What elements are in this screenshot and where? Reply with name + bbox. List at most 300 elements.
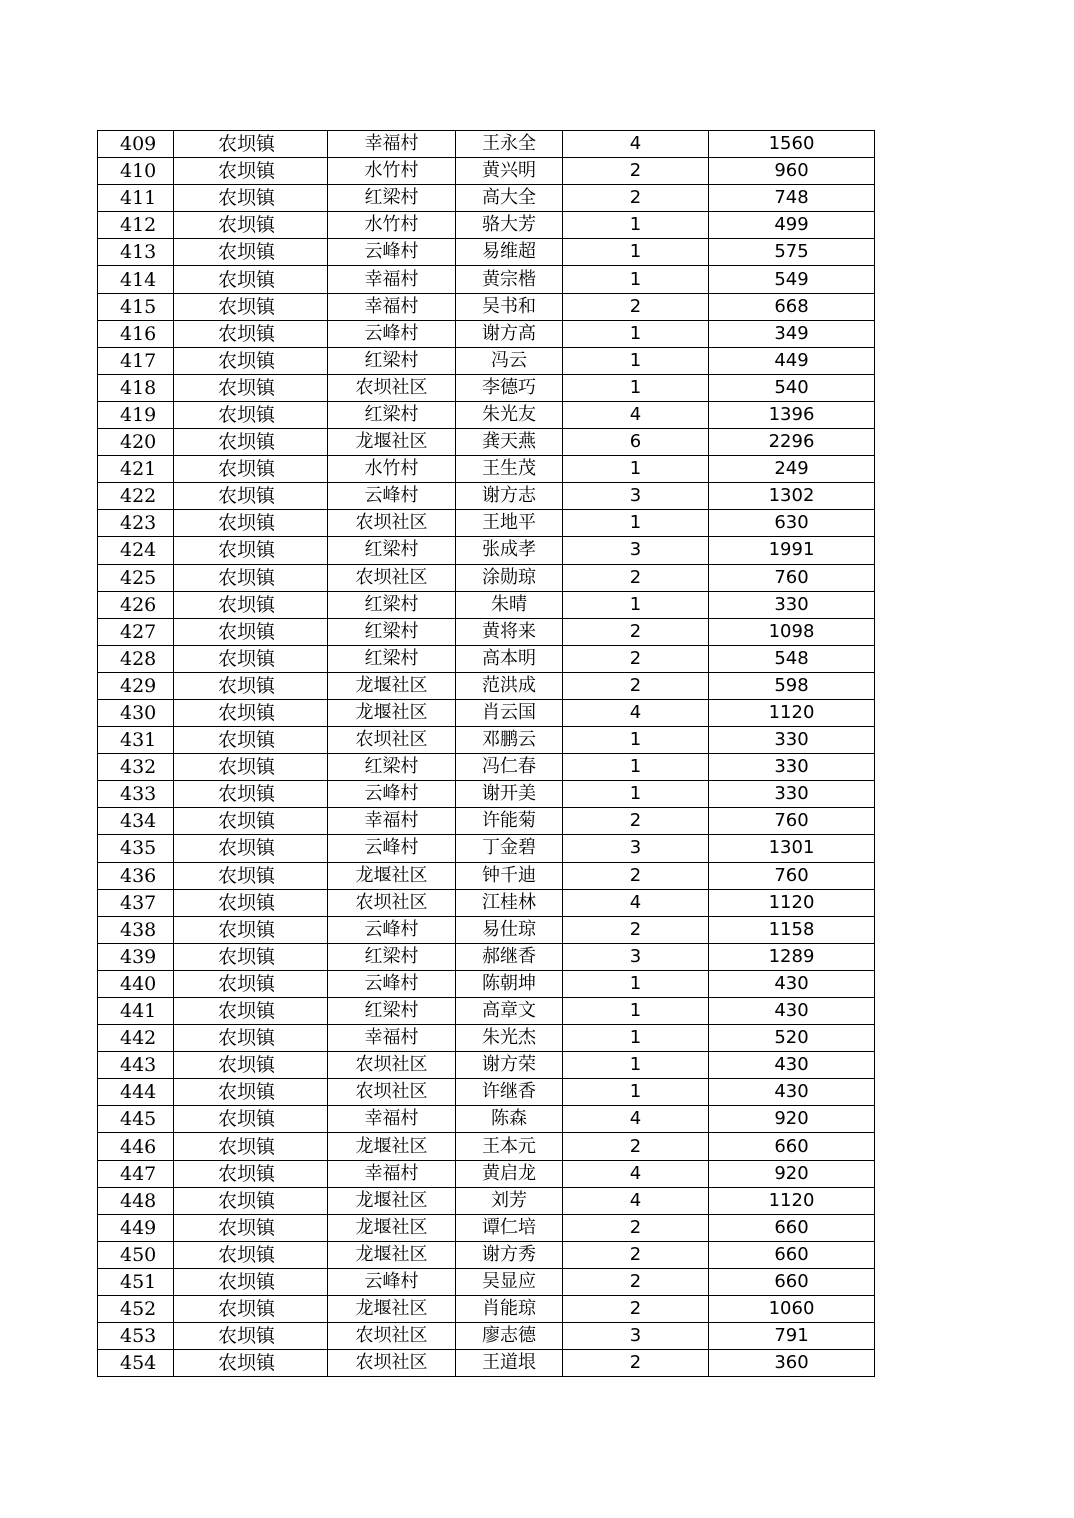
row-number-cell: 434 xyxy=(98,808,174,835)
town-cell: 农坝镇 xyxy=(174,672,328,699)
name-cell: 高章文 xyxy=(456,998,563,1025)
count-cell: 6 xyxy=(563,429,709,456)
row-number-cell: 441 xyxy=(98,998,174,1025)
town-cell: 农坝镇 xyxy=(174,185,328,212)
count-cell: 2 xyxy=(563,1350,709,1377)
village-cell: 幸福村 xyxy=(328,1025,456,1052)
row-number-cell: 449 xyxy=(98,1214,174,1241)
village-cell: 红梁村 xyxy=(328,401,456,428)
name-cell: 谢方高 xyxy=(456,320,563,347)
count-cell: 1 xyxy=(563,212,709,239)
count-cell: 1 xyxy=(563,374,709,401)
town-cell: 农坝镇 xyxy=(174,510,328,537)
village-cell: 云峰村 xyxy=(328,835,456,862)
count-cell: 2 xyxy=(563,293,709,320)
row-number-cell: 445 xyxy=(98,1106,174,1133)
town-cell: 农坝镇 xyxy=(174,131,328,158)
village-cell: 云峰村 xyxy=(328,239,456,266)
village-cell: 云峰村 xyxy=(328,970,456,997)
table-row xyxy=(98,754,875,781)
count-cell: 2 xyxy=(563,1241,709,1268)
town-cell: 农坝镇 xyxy=(174,998,328,1025)
count-cell: 4 xyxy=(563,699,709,726)
row-number-cell: 439 xyxy=(98,943,174,970)
row-number-cell: 426 xyxy=(98,591,174,618)
amount-cell: 920 xyxy=(709,1160,875,1187)
town-cell: 农坝镇 xyxy=(174,320,328,347)
name-cell: 肖能琼 xyxy=(456,1296,563,1323)
town-cell: 农坝镇 xyxy=(174,781,328,808)
table-row xyxy=(98,239,875,266)
count-cell: 1 xyxy=(563,347,709,374)
name-cell: 钟千迪 xyxy=(456,862,563,889)
name-cell: 易维超 xyxy=(456,239,563,266)
town-cell: 农坝镇 xyxy=(174,1079,328,1106)
town-cell: 农坝镇 xyxy=(174,645,328,672)
amount-cell: 575 xyxy=(709,239,875,266)
amount-cell: 548 xyxy=(709,645,875,672)
row-number-cell: 436 xyxy=(98,862,174,889)
town-cell: 农坝镇 xyxy=(174,347,328,374)
count-cell: 4 xyxy=(563,1160,709,1187)
town-cell: 农坝镇 xyxy=(174,483,328,510)
town-cell: 农坝镇 xyxy=(174,1025,328,1052)
name-cell: 王生茂 xyxy=(456,456,563,483)
name-cell: 肖云国 xyxy=(456,699,563,726)
count-cell: 2 xyxy=(563,916,709,943)
town-cell: 农坝镇 xyxy=(174,618,328,645)
amount-cell: 1301 xyxy=(709,835,875,862)
count-cell: 1 xyxy=(563,266,709,293)
name-cell: 高大全 xyxy=(456,185,563,212)
village-cell: 云峰村 xyxy=(328,781,456,808)
town-cell: 农坝镇 xyxy=(174,239,328,266)
count-cell: 2 xyxy=(563,158,709,185)
village-cell: 幸福村 xyxy=(328,131,456,158)
table-row xyxy=(98,781,875,808)
row-number-cell: 416 xyxy=(98,320,174,347)
amount-cell: 330 xyxy=(709,754,875,781)
village-cell: 红梁村 xyxy=(328,591,456,618)
town-cell: 农坝镇 xyxy=(174,754,328,781)
count-cell: 3 xyxy=(563,537,709,564)
table-row xyxy=(98,808,875,835)
row-number-cell: 423 xyxy=(98,510,174,537)
name-cell: 范洪成 xyxy=(456,672,563,699)
count-cell: 2 xyxy=(563,862,709,889)
row-number-cell: 437 xyxy=(98,889,174,916)
table-row xyxy=(98,1052,875,1079)
amount-cell: 1991 xyxy=(709,537,875,564)
village-cell: 农坝社区 xyxy=(328,510,456,537)
row-number-cell: 444 xyxy=(98,1079,174,1106)
row-number-cell: 414 xyxy=(98,266,174,293)
row-number-cell: 419 xyxy=(98,401,174,428)
name-cell: 谢方志 xyxy=(456,483,563,510)
count-cell: 1 xyxy=(563,1079,709,1106)
name-cell: 黄宗楷 xyxy=(456,266,563,293)
count-cell: 2 xyxy=(563,808,709,835)
town-cell: 农坝镇 xyxy=(174,537,328,564)
amount-cell: 499 xyxy=(709,212,875,239)
table-body xyxy=(98,131,875,1377)
village-cell: 幸福村 xyxy=(328,293,456,320)
name-cell: 许能菊 xyxy=(456,808,563,835)
amount-cell: 330 xyxy=(709,727,875,754)
town-cell: 农坝镇 xyxy=(174,889,328,916)
name-cell: 丁金碧 xyxy=(456,835,563,862)
name-cell: 王道垠 xyxy=(456,1350,563,1377)
name-cell: 朱光友 xyxy=(456,401,563,428)
row-number-cell: 422 xyxy=(98,483,174,510)
table-row xyxy=(98,672,875,699)
count-cell: 1 xyxy=(563,998,709,1025)
village-cell: 农坝社区 xyxy=(328,564,456,591)
row-number-cell: 438 xyxy=(98,916,174,943)
name-cell: 谭仁培 xyxy=(456,1214,563,1241)
name-cell: 冯云 xyxy=(456,347,563,374)
amount-cell: 1120 xyxy=(709,1187,875,1214)
amount-cell: 540 xyxy=(709,374,875,401)
name-cell: 龚天燕 xyxy=(456,429,563,456)
row-number-cell: 435 xyxy=(98,835,174,862)
count-cell: 3 xyxy=(563,1323,709,1350)
row-number-cell: 428 xyxy=(98,645,174,672)
row-number-cell: 411 xyxy=(98,185,174,212)
village-cell: 幸福村 xyxy=(328,808,456,835)
table-row xyxy=(98,1296,875,1323)
amount-cell: 660 xyxy=(709,1214,875,1241)
count-cell: 1 xyxy=(563,320,709,347)
amount-cell: 249 xyxy=(709,456,875,483)
village-cell: 龙堰社区 xyxy=(328,699,456,726)
count-cell: 2 xyxy=(563,1214,709,1241)
table-row xyxy=(98,618,875,645)
village-cell: 农坝社区 xyxy=(328,889,456,916)
table-row xyxy=(98,1350,875,1377)
count-cell: 2 xyxy=(563,564,709,591)
count-cell: 1 xyxy=(563,591,709,618)
village-cell: 红梁村 xyxy=(328,618,456,645)
name-cell: 高本明 xyxy=(456,645,563,672)
town-cell: 农坝镇 xyxy=(174,401,328,428)
count-cell: 2 xyxy=(563,185,709,212)
table-row xyxy=(98,510,875,537)
town-cell: 农坝镇 xyxy=(174,456,328,483)
name-cell: 李德巧 xyxy=(456,374,563,401)
row-number-cell: 451 xyxy=(98,1268,174,1295)
name-cell: 王永全 xyxy=(456,131,563,158)
village-cell: 红梁村 xyxy=(328,754,456,781)
row-number-cell: 425 xyxy=(98,564,174,591)
table-row xyxy=(98,943,875,970)
village-cell: 红梁村 xyxy=(328,943,456,970)
village-cell: 红梁村 xyxy=(328,347,456,374)
table-row xyxy=(98,1214,875,1241)
count-cell: 1 xyxy=(563,239,709,266)
name-cell: 吴书和 xyxy=(456,293,563,320)
amount-cell: 1302 xyxy=(709,483,875,510)
town-cell: 农坝镇 xyxy=(174,943,328,970)
table-row xyxy=(98,1160,875,1187)
row-number-cell: 433 xyxy=(98,781,174,808)
count-cell: 3 xyxy=(563,483,709,510)
town-cell: 农坝镇 xyxy=(174,1350,328,1377)
table-row xyxy=(98,564,875,591)
amount-cell: 360 xyxy=(709,1350,875,1377)
name-cell: 许继香 xyxy=(456,1079,563,1106)
row-number-cell: 421 xyxy=(98,456,174,483)
village-cell: 龙堰社区 xyxy=(328,1241,456,1268)
row-number-cell: 427 xyxy=(98,618,174,645)
count-cell: 2 xyxy=(563,618,709,645)
row-number-cell: 442 xyxy=(98,1025,174,1052)
village-cell: 红梁村 xyxy=(328,537,456,564)
table-row xyxy=(98,835,875,862)
row-number-cell: 409 xyxy=(98,131,174,158)
table-row xyxy=(98,131,875,158)
village-cell: 云峰村 xyxy=(328,1268,456,1295)
village-cell: 红梁村 xyxy=(328,998,456,1025)
name-cell: 邓鹏云 xyxy=(456,727,563,754)
row-number-cell: 452 xyxy=(98,1296,174,1323)
amount-cell: 549 xyxy=(709,266,875,293)
row-number-cell: 417 xyxy=(98,347,174,374)
village-cell: 龙堰社区 xyxy=(328,1296,456,1323)
row-number-cell: 418 xyxy=(98,374,174,401)
table-row xyxy=(98,970,875,997)
amount-cell: 1396 xyxy=(709,401,875,428)
amount-cell: 430 xyxy=(709,970,875,997)
amount-cell: 668 xyxy=(709,293,875,320)
row-number-cell: 429 xyxy=(98,672,174,699)
table-row xyxy=(98,1079,875,1106)
town-cell: 农坝镇 xyxy=(174,1268,328,1295)
count-cell: 3 xyxy=(563,835,709,862)
town-cell: 农坝镇 xyxy=(174,808,328,835)
table-row xyxy=(98,266,875,293)
village-cell: 水竹村 xyxy=(328,158,456,185)
town-cell: 农坝镇 xyxy=(174,293,328,320)
village-cell: 幸福村 xyxy=(328,266,456,293)
village-cell: 云峰村 xyxy=(328,320,456,347)
name-cell: 骆大芳 xyxy=(456,212,563,239)
table-row xyxy=(98,429,875,456)
table-row xyxy=(98,401,875,428)
town-cell: 农坝镇 xyxy=(174,970,328,997)
data-table xyxy=(97,130,875,1377)
table-row xyxy=(98,1025,875,1052)
amount-cell: 791 xyxy=(709,1323,875,1350)
name-cell: 冯仁春 xyxy=(456,754,563,781)
amount-cell: 748 xyxy=(709,185,875,212)
village-cell: 龙堰社区 xyxy=(328,1133,456,1160)
table-row xyxy=(98,645,875,672)
name-cell: 陈森 xyxy=(456,1106,563,1133)
amount-cell: 330 xyxy=(709,591,875,618)
table-row xyxy=(98,1133,875,1160)
table-row xyxy=(98,889,875,916)
name-cell: 黄将来 xyxy=(456,618,563,645)
town-cell: 农坝镇 xyxy=(174,1323,328,1350)
table-row xyxy=(98,185,875,212)
village-cell: 龙堰社区 xyxy=(328,672,456,699)
village-cell: 农坝社区 xyxy=(328,727,456,754)
town-cell: 农坝镇 xyxy=(174,212,328,239)
name-cell: 谢方秀 xyxy=(456,1241,563,1268)
table-row xyxy=(98,212,875,239)
count-cell: 1 xyxy=(563,970,709,997)
table-row xyxy=(98,1268,875,1295)
amount-cell: 1060 xyxy=(709,1296,875,1323)
town-cell: 农坝镇 xyxy=(174,591,328,618)
village-cell: 农坝社区 xyxy=(328,1350,456,1377)
amount-cell: 430 xyxy=(709,1052,875,1079)
town-cell: 农坝镇 xyxy=(174,727,328,754)
name-cell: 刘芳 xyxy=(456,1187,563,1214)
row-number-cell: 430 xyxy=(98,699,174,726)
row-number-cell: 420 xyxy=(98,429,174,456)
table-row xyxy=(98,862,875,889)
town-cell: 农坝镇 xyxy=(174,862,328,889)
name-cell: 吴显应 xyxy=(456,1268,563,1295)
count-cell: 2 xyxy=(563,1133,709,1160)
town-cell: 农坝镇 xyxy=(174,564,328,591)
count-cell: 2 xyxy=(563,645,709,672)
row-number-cell: 450 xyxy=(98,1241,174,1268)
name-cell: 黄兴明 xyxy=(456,158,563,185)
count-cell: 1 xyxy=(563,754,709,781)
amount-cell: 349 xyxy=(709,320,875,347)
amount-cell: 1289 xyxy=(709,943,875,970)
row-number-cell: 446 xyxy=(98,1133,174,1160)
village-cell: 红梁村 xyxy=(328,185,456,212)
row-number-cell: 448 xyxy=(98,1187,174,1214)
village-cell: 龙堰社区 xyxy=(328,862,456,889)
row-number-cell: 432 xyxy=(98,754,174,781)
village-cell: 云峰村 xyxy=(328,916,456,943)
name-cell: 王地平 xyxy=(456,510,563,537)
count-cell: 4 xyxy=(563,1106,709,1133)
town-cell: 农坝镇 xyxy=(174,1296,328,1323)
name-cell: 黄启龙 xyxy=(456,1160,563,1187)
table-row xyxy=(98,158,875,185)
count-cell: 2 xyxy=(563,672,709,699)
amount-cell: 598 xyxy=(709,672,875,699)
amount-cell: 660 xyxy=(709,1133,875,1160)
amount-cell: 1120 xyxy=(709,699,875,726)
table-row xyxy=(98,591,875,618)
amount-cell: 2296 xyxy=(709,429,875,456)
amount-cell: 660 xyxy=(709,1241,875,1268)
table-row xyxy=(98,1187,875,1214)
count-cell: 4 xyxy=(563,401,709,428)
town-cell: 农坝镇 xyxy=(174,1214,328,1241)
town-cell: 农坝镇 xyxy=(174,429,328,456)
amount-cell: 430 xyxy=(709,1079,875,1106)
name-cell: 张成孝 xyxy=(456,537,563,564)
village-cell: 龙堰社区 xyxy=(328,1214,456,1241)
town-cell: 农坝镇 xyxy=(174,916,328,943)
village-cell: 农坝社区 xyxy=(328,1323,456,1350)
amount-cell: 520 xyxy=(709,1025,875,1052)
row-number-cell: 415 xyxy=(98,293,174,320)
village-cell: 幸福村 xyxy=(328,1160,456,1187)
village-cell: 农坝社区 xyxy=(328,1079,456,1106)
town-cell: 农坝镇 xyxy=(174,1133,328,1160)
name-cell: 朱光杰 xyxy=(456,1025,563,1052)
row-number-cell: 443 xyxy=(98,1052,174,1079)
amount-cell: 430 xyxy=(709,998,875,1025)
village-cell: 龙堰社区 xyxy=(328,1187,456,1214)
town-cell: 农坝镇 xyxy=(174,266,328,293)
town-cell: 农坝镇 xyxy=(174,1106,328,1133)
town-cell: 农坝镇 xyxy=(174,158,328,185)
row-number-cell: 412 xyxy=(98,212,174,239)
village-cell: 红梁村 xyxy=(328,645,456,672)
row-number-cell: 453 xyxy=(98,1323,174,1350)
name-cell: 廖志德 xyxy=(456,1323,563,1350)
row-number-cell: 410 xyxy=(98,158,174,185)
village-cell: 云峰村 xyxy=(328,483,456,510)
row-number-cell: 447 xyxy=(98,1160,174,1187)
amount-cell: 449 xyxy=(709,347,875,374)
amount-cell: 1560 xyxy=(709,131,875,158)
count-cell: 1 xyxy=(563,456,709,483)
count-cell: 1 xyxy=(563,1025,709,1052)
amount-cell: 630 xyxy=(709,510,875,537)
table-row xyxy=(98,320,875,347)
village-cell: 农坝社区 xyxy=(328,374,456,401)
name-cell: 陈朝坤 xyxy=(456,970,563,997)
town-cell: 农坝镇 xyxy=(174,835,328,862)
amount-cell: 920 xyxy=(709,1106,875,1133)
table-row xyxy=(98,998,875,1025)
name-cell: 郝继香 xyxy=(456,943,563,970)
name-cell: 王本元 xyxy=(456,1133,563,1160)
amount-cell: 960 xyxy=(709,158,875,185)
name-cell: 易仕琼 xyxy=(456,916,563,943)
village-cell: 水竹村 xyxy=(328,456,456,483)
town-cell: 农坝镇 xyxy=(174,374,328,401)
row-number-cell: 413 xyxy=(98,239,174,266)
town-cell: 农坝镇 xyxy=(174,1187,328,1214)
town-cell: 农坝镇 xyxy=(174,699,328,726)
table-row xyxy=(98,537,875,564)
count-cell: 2 xyxy=(563,1268,709,1295)
amount-cell: 760 xyxy=(709,564,875,591)
count-cell: 1 xyxy=(563,510,709,537)
table-row xyxy=(98,374,875,401)
count-cell: 2 xyxy=(563,1296,709,1323)
town-cell: 农坝镇 xyxy=(174,1241,328,1268)
table-row xyxy=(98,727,875,754)
amount-cell: 330 xyxy=(709,781,875,808)
village-cell: 幸福村 xyxy=(328,1106,456,1133)
table-row xyxy=(98,699,875,726)
village-cell: 龙堰社区 xyxy=(328,429,456,456)
count-cell: 4 xyxy=(563,889,709,916)
name-cell: 江桂林 xyxy=(456,889,563,916)
name-cell: 谢开美 xyxy=(456,781,563,808)
row-number-cell: 440 xyxy=(98,970,174,997)
table-row xyxy=(98,347,875,374)
amount-cell: 760 xyxy=(709,808,875,835)
count-cell: 1 xyxy=(563,727,709,754)
name-cell: 涂勋琼 xyxy=(456,564,563,591)
count-cell: 1 xyxy=(563,1052,709,1079)
table-row xyxy=(98,1241,875,1268)
